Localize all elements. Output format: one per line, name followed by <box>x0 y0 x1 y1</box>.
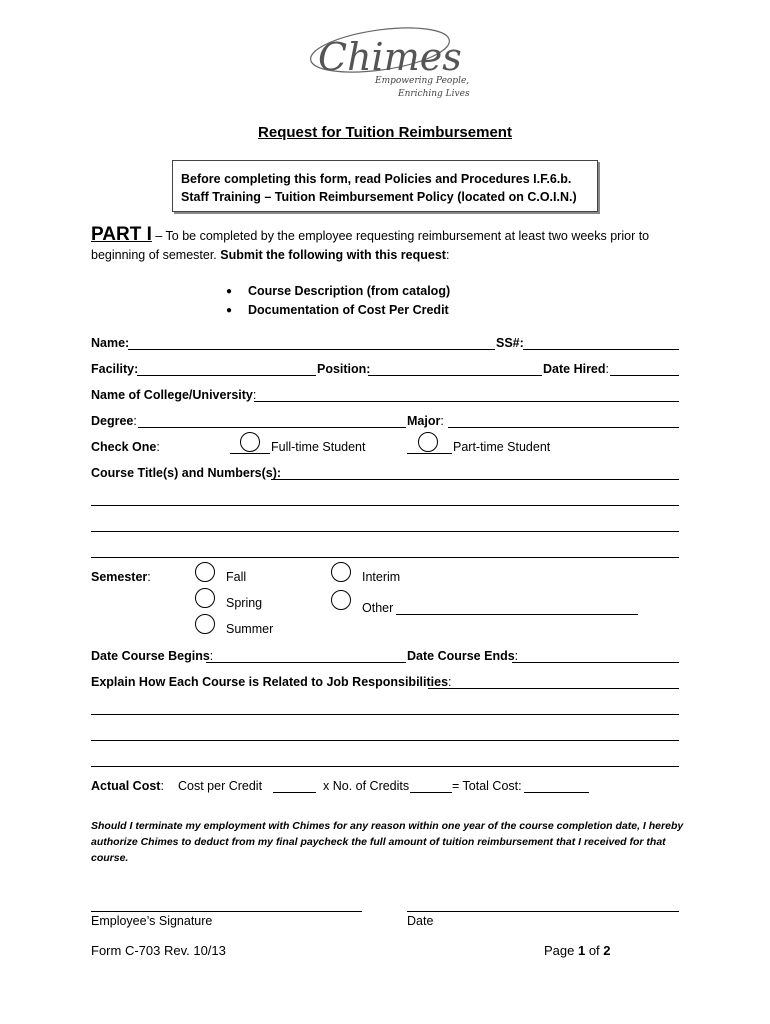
part-heading: PART I <box>91 224 152 245</box>
ss-field[interactable] <box>523 349 679 350</box>
check-one-label: Check One: <box>91 440 160 454</box>
major-label: Major: <box>407 414 444 428</box>
summer-radio[interactable] <box>195 614 215 634</box>
date-begins-field[interactable] <box>206 662 406 663</box>
no-credits-field[interactable] <box>410 792 452 793</box>
required-documents-list <box>226 282 450 320</box>
date-field[interactable] <box>407 911 679 912</box>
signature-field[interactable] <box>91 911 362 912</box>
interim-label: Interim <box>362 570 401 584</box>
position-field[interactable] <box>368 375 542 376</box>
signature-label: Employee’s Signature <box>91 914 213 928</box>
cost-per-credit-label: Cost per Credit <box>178 779 263 793</box>
svg-text:Chimes: Chimes <box>318 35 462 79</box>
actual-cost-label: Actual Cost: <box>91 779 164 793</box>
part-intro: – To be completed by the employee requesting reimbursement at least two weeks prior to beginning of semester. <box>91 229 650 262</box>
college-label: Name of College/University: <box>91 388 257 402</box>
summer-label: Summer <box>226 622 274 636</box>
course-titles-line-3[interactable] <box>91 531 679 532</box>
spring-label: Spring <box>226 596 263 610</box>
degree-field[interactable] <box>138 427 406 428</box>
course-titles-line-2[interactable] <box>91 505 679 506</box>
explain-line-2[interactable] <box>91 714 679 715</box>
page-number: Page 1 of 2 <box>544 943 611 958</box>
fall-label: Fall <box>226 570 247 584</box>
cost-per-credit-field[interactable] <box>273 792 316 793</box>
course-titles-field[interactable] <box>271 479 679 480</box>
notice-box: Before completing this form, read Policies and Procedures I.F.6.b. Staff Training – Tuition Reimbursement Policy (located on C.O.I.N.) <box>172 160 598 212</box>
fall-radio[interactable] <box>195 562 215 582</box>
explain-label: Explain How Each Course is Related to Job Responsibilities: <box>91 675 452 689</box>
college-field[interactable] <box>254 401 679 402</box>
other-radio[interactable] <box>331 590 351 610</box>
date-label: Date <box>407 914 434 928</box>
termination-warning: Should I terminate my employment with Chimes for any reason within one year of the course completion date, I hereby authorize Chimes to deduct from my final paycheck the full amount of tuition reimbursement that I received for that course. <box>91 820 684 864</box>
course-titles-label: Course Title(s) and Numbers(s): <box>91 466 282 480</box>
full-time-label: Full-time Student <box>271 440 366 454</box>
list-item: ● Documentation of Cost Per Credit <box>226 301 450 320</box>
no-credits-label: x No. of Credits <box>323 779 410 793</box>
position-label: Position: <box>317 362 371 376</box>
explain-line-4[interactable] <box>91 766 679 767</box>
part-time-radio[interactable] <box>418 432 438 452</box>
other-field[interactable] <box>396 614 638 615</box>
part-time-line <box>407 453 452 454</box>
form-title: Request for Tuition Reimbursement <box>258 124 512 141</box>
part-time-label: Part-time Student <box>453 440 551 454</box>
facility-field[interactable] <box>137 375 316 376</box>
full-time-line <box>230 453 270 454</box>
facility-label: Facility: <box>91 362 139 376</box>
name-label: Name: <box>91 336 130 350</box>
other-label: Other <box>362 601 394 615</box>
name-field[interactable] <box>128 349 495 350</box>
chimes-logo <box>300 20 470 105</box>
explain-line-3[interactable] <box>91 740 679 741</box>
part-submit: Submit the following with this request <box>220 248 446 262</box>
total-cost-field[interactable] <box>524 792 589 793</box>
list-item: ● Course Description (from catalog) <box>226 282 450 301</box>
logo-tagline-2: Enriching Lives <box>398 89 470 99</box>
course-titles-line-4[interactable] <box>91 557 679 558</box>
spring-radio[interactable] <box>195 588 215 608</box>
explain-field[interactable] <box>428 688 679 689</box>
major-field[interactable] <box>448 427 679 428</box>
semester-label: Semester: <box>91 570 151 584</box>
full-time-radio[interactable] <box>240 432 260 452</box>
date-hired-field[interactable] <box>610 375 679 376</box>
date-ends-field[interactable] <box>512 662 679 663</box>
date-ends-label: Date Course Ends: <box>407 649 519 663</box>
logo-tagline-1: Empowering People, <box>375 76 470 86</box>
part-one-intro: PART I – To be completed by the employee requesting reimbursement at least two weeks prior to beginning of semester. Submit the following with this request: <box>91 224 650 262</box>
total-cost-label: = Total Cost: <box>452 779 522 793</box>
date-begins-label: Date Course Begins: <box>91 649 214 663</box>
form-number: Form C-703 Rev. 10/13 <box>91 943 226 958</box>
degree-label: Degree: <box>91 414 137 428</box>
ss-label: SS#: <box>496 336 524 350</box>
interim-radio[interactable] <box>331 562 351 582</box>
date-hired-label: Date Hired: <box>543 362 610 376</box>
